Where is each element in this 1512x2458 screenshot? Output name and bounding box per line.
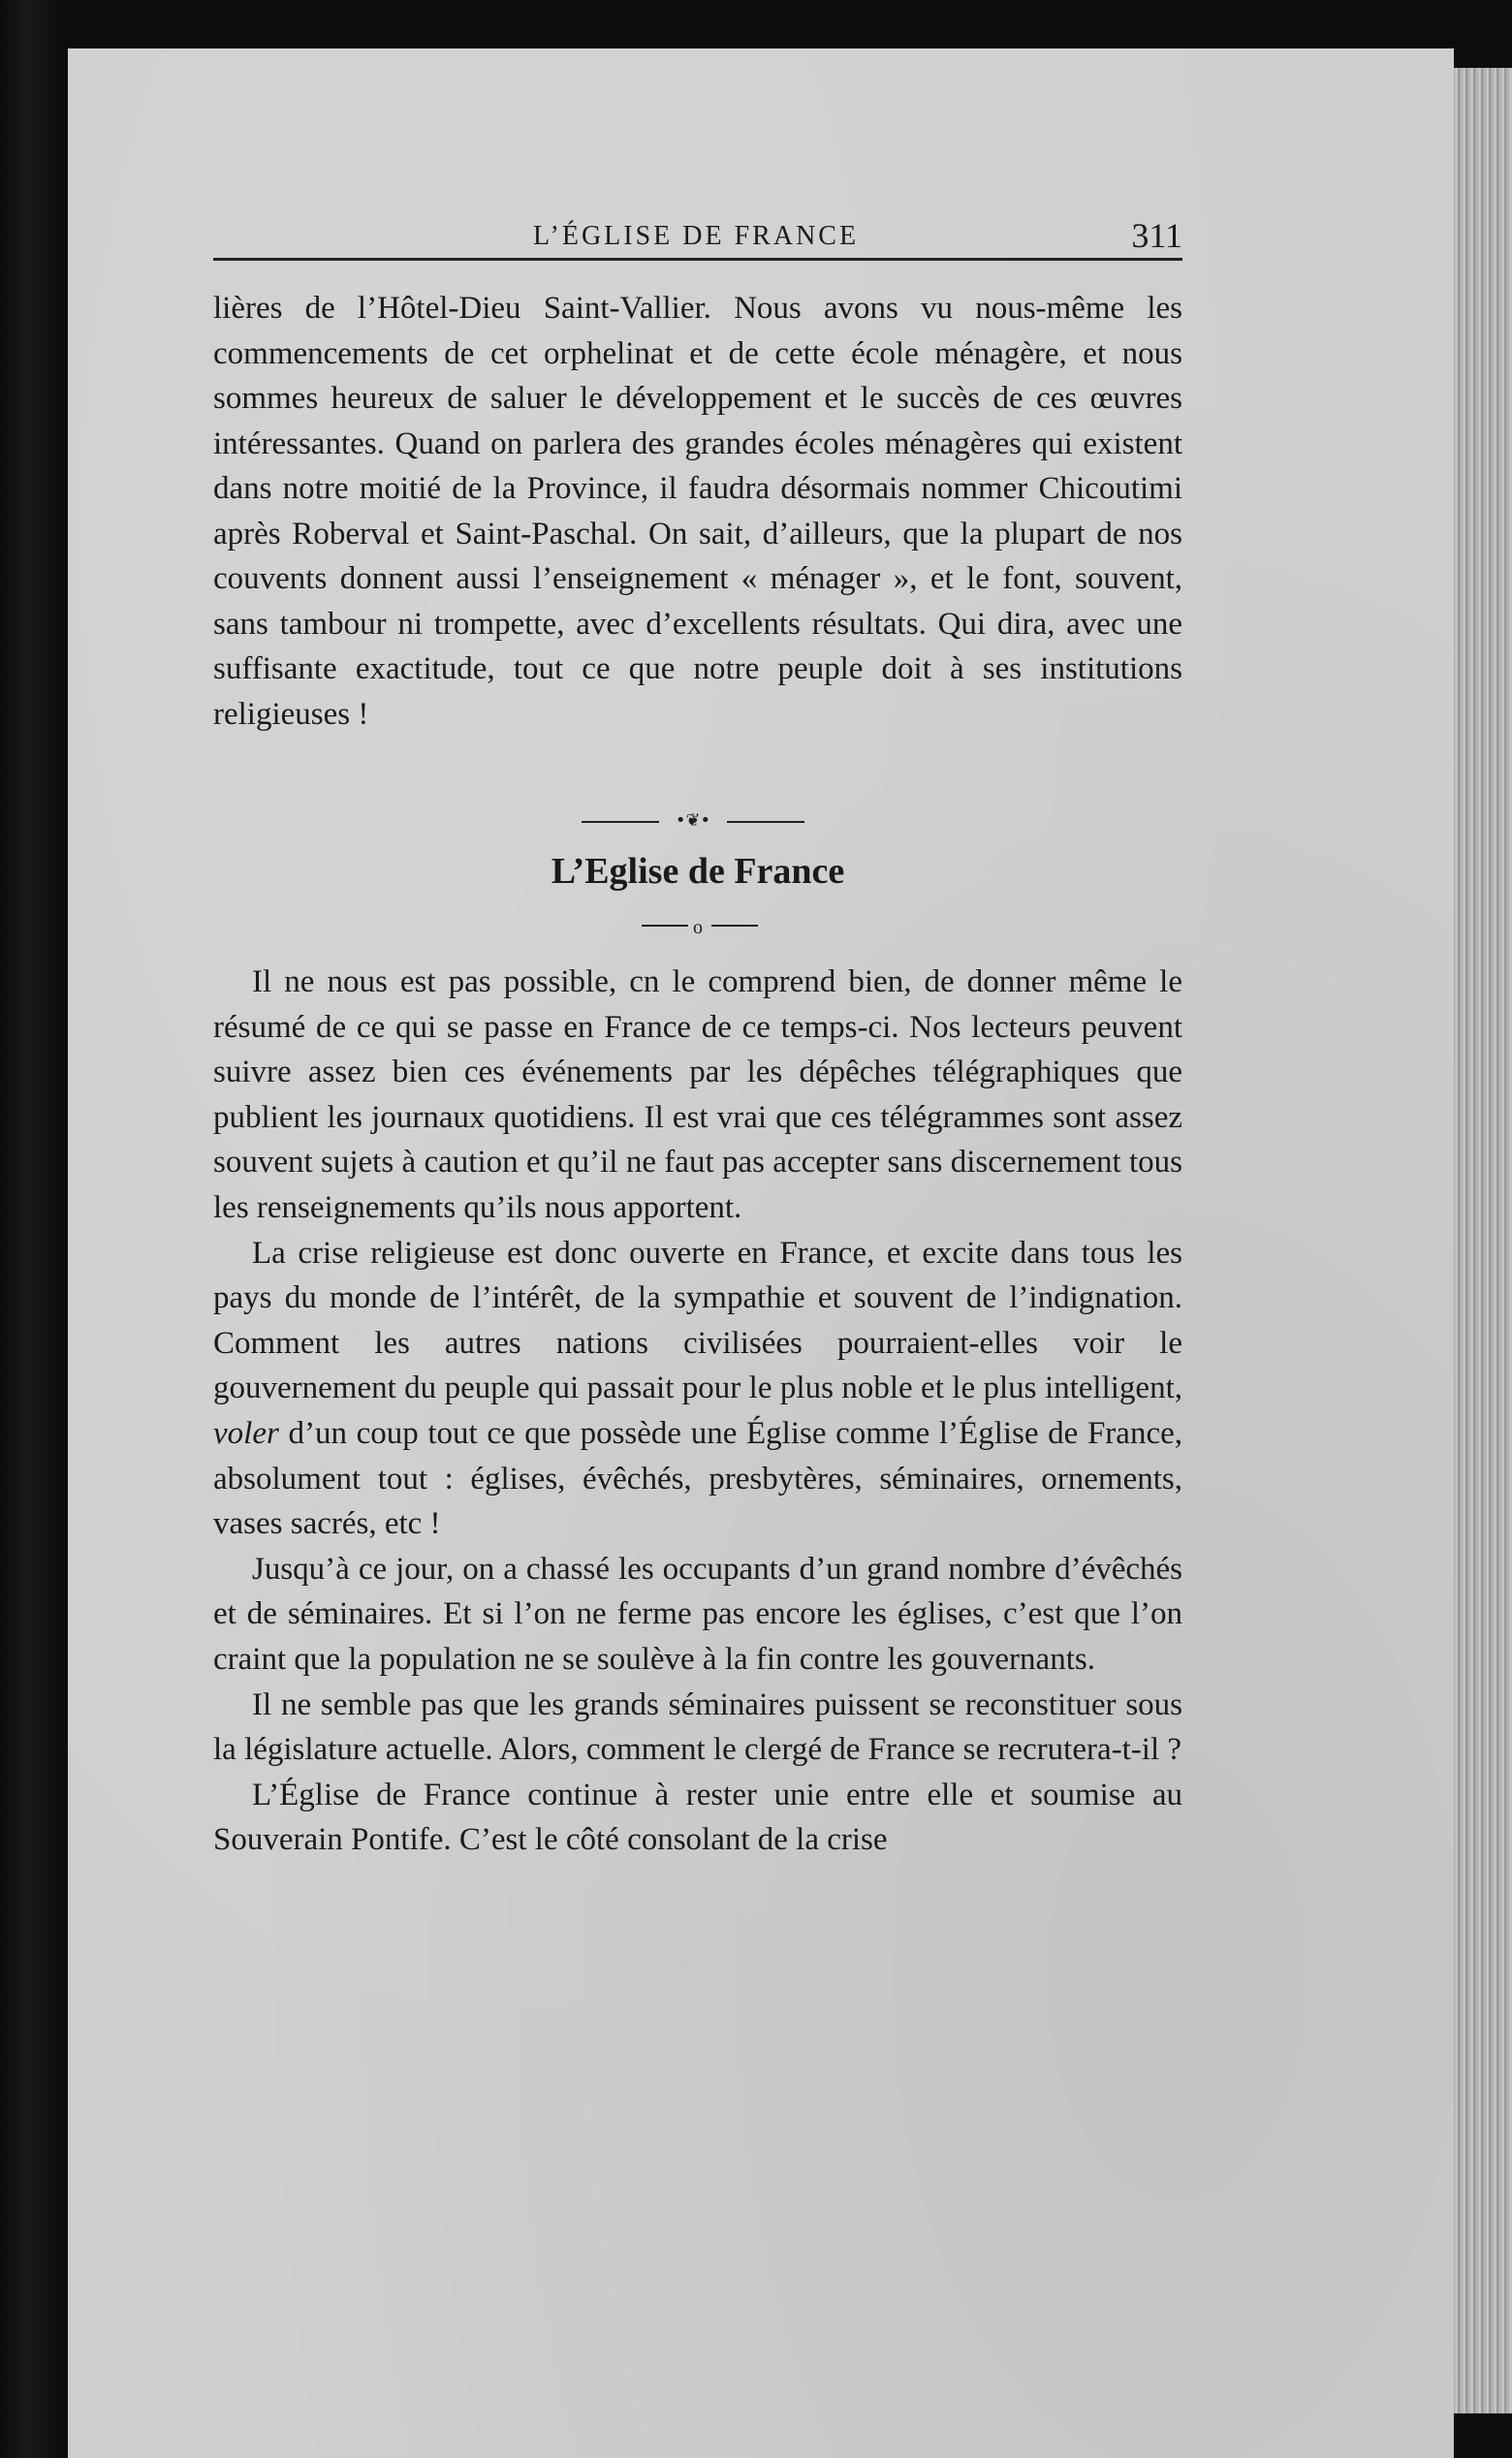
page-number: 311 xyxy=(1131,216,1182,255)
ornament-line-left xyxy=(582,821,659,823)
running-title: L’ÉGLISE DE FRANCE xyxy=(533,221,860,251)
section-subrule xyxy=(642,915,758,938)
paragraph-5: L’Église de France continue à rester unie entre elle et soumise au Souverain Pontife. C’est le côté consolant de la crise xyxy=(213,1777,1182,1858)
header-rule xyxy=(213,258,1182,261)
paragraph-4: Il ne semble pas que les grands séminaires puissent se reconstituer sous la législature actuelle. Alors, comment le clergé de France se recrutera-t-il ? xyxy=(213,1686,1182,1768)
paragraph-2-part-2: d’un coup tout ce que possède une Église comme l’Église de France, absolument tout : églises, évêchés, presbytères, séminaires, ornements, vases sacrés, etc ! xyxy=(213,1415,1182,1542)
ornament-center-glyph: •❦• xyxy=(675,810,711,831)
paragraph-1: Il ne nous est pas possible, cn le comprend bien, de donner même le résumé de ce qui se passe en France de ce temps-ci. Nos lecteurs peuvent suivre assez bien ces événements par les dépêches télégraphiques que publient les journaux quotidiens. Il est vrai que ces télégrammes sont assez souvent sujets à caution et qu’il ne faut pas accepter sans discernement tous les renseignements qu’ils nous apportent. xyxy=(213,964,1182,1225)
subrule-circle: o xyxy=(693,917,703,938)
section-body xyxy=(213,960,1182,1863)
paragraph-2-part-1: La crise religieuse est donc ouverte en France, et excite dans tous les pays du monde de l’intérêt, de la sympathie et souvent de l’indignation. Comment les autres nations civilisées pourraient-elles voir le gouvernement du peuple qui passait pour le plus noble et le plus intelligent, xyxy=(213,1235,1182,1406)
paragraph-2-emphasis: voler xyxy=(213,1415,279,1451)
section-heading: L’Eglise de France xyxy=(551,851,845,892)
running-head xyxy=(213,211,1182,262)
section-ornament xyxy=(582,810,804,831)
ornament-line-right xyxy=(727,821,804,823)
paragraph-3: Jusqu’à ce jour, on a chassé les occupants d’un grand nombre d’évêchés et de séminaires. Et si l’on ne ferme pas encore les églises, c’est que l’on craint que la population ne se soulève à la fin contre les gouvernants. xyxy=(213,1551,1182,1677)
subrule-line-left xyxy=(642,925,688,927)
page-edge xyxy=(1454,68,1512,2413)
intro-paragraph: lières de l’Hôtel-Dieu Saint-Vallier. Nous avons vu nous-même les commencements de cet orphelinat et de cette école ménagère, et nous sommes heureux de saluer le développement et le succès de ces œuvres intéressantes. Quand on parlera des grandes écoles ménagères qui existent dans notre moitié de la Province, il faudra désormais nommer Chicoutimi après Roberval et Saint-Paschal. On sait, d’ailleurs, que la plupart de nos couvents donnent aussi l’enseignement « ménager », et le font, souvent, sans tambour ni trompette, avec d’excellents résultats. Qui dira, avec une suffisante exactitude, tout ce que notre peuple doit à ses institutions religieuses ! xyxy=(213,291,1182,732)
paragraph-2 xyxy=(213,1231,1182,1547)
subrule-line-right xyxy=(711,925,758,927)
intro-text xyxy=(213,286,1182,737)
